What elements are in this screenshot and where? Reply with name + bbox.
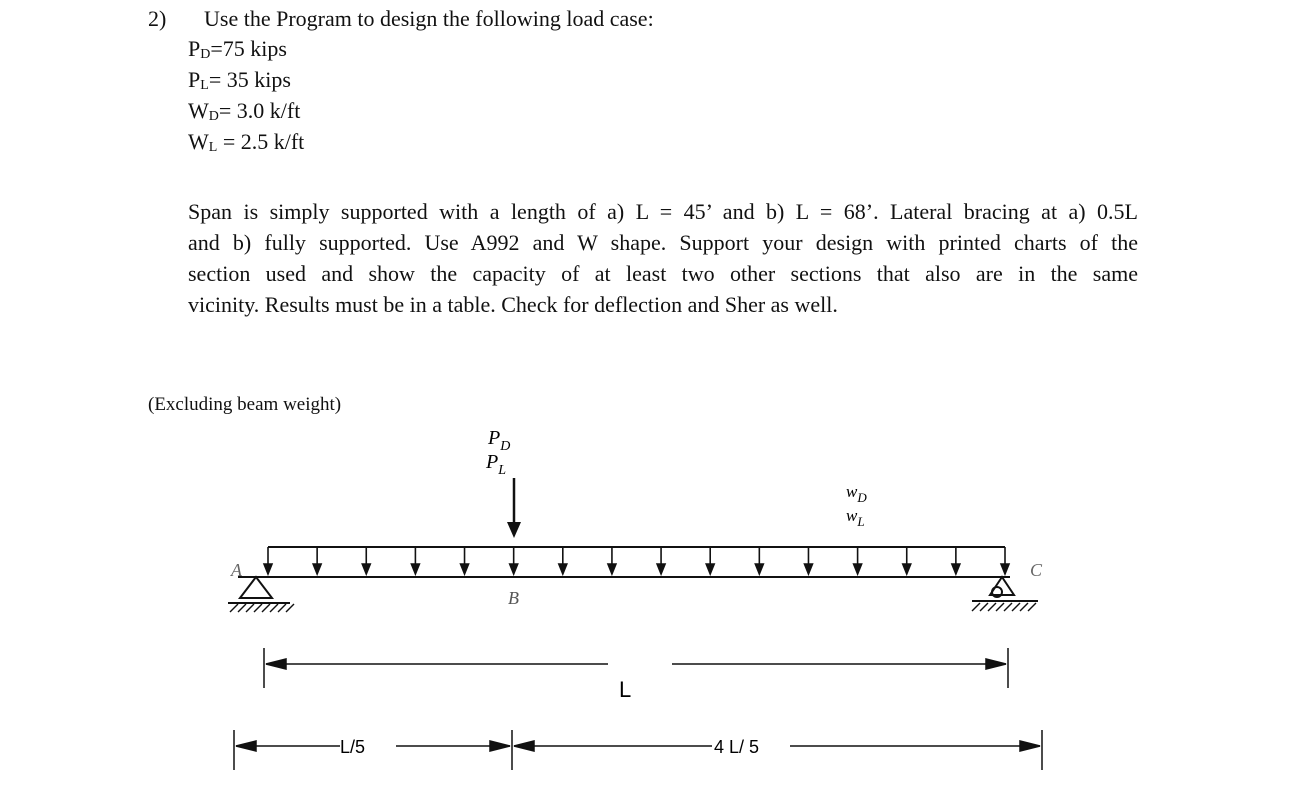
distributed-load-arrowhead: [903, 564, 911, 574]
distributed-load-dead-label: $w_D$: [846, 482, 867, 505]
distributed-load-arrowhead: [411, 564, 419, 574]
span-label: L: [619, 677, 632, 702]
distributed-load-arrowhead: [559, 564, 567, 574]
point-load-live-label: $P_L$: [486, 451, 507, 478]
distributed-load-arrowhead: [706, 564, 714, 574]
distributed-load-arrows: [264, 547, 1009, 574]
distributed-load-arrowhead: [854, 564, 862, 574]
load-live-point: $P_L= 35$ kips: [188, 67, 291, 93]
paragraph-line: and b) fully supported. Use A992 and W shape. Support your design with printed charts of the: [188, 230, 1138, 255]
distributed-load-arrowhead: [755, 564, 763, 574]
distributed-load-arrowhead: [608, 564, 616, 574]
load-dead-point: $P_D=75$ kips: [188, 36, 287, 62]
distributed-load-arrowhead: [510, 564, 518, 574]
support-c-label: C: [1030, 560, 1043, 580]
pin-support-a: [228, 577, 290, 603]
ground-hatch-c: [972, 603, 1036, 611]
point-load-arrowhead: [507, 522, 521, 538]
distributed-load-arrowhead: [952, 564, 960, 574]
distributed-load-arrowhead: [313, 564, 321, 574]
distributed-load-arrowhead: [1001, 564, 1009, 574]
point-load-dead-label: $P_D$: [488, 427, 511, 454]
distributed-load-arrowhead: [362, 564, 370, 574]
support-a-label: A: [231, 560, 242, 580]
distributed-load-arrowhead: [264, 564, 272, 574]
distributed-load-live-label: $w_L$: [846, 506, 865, 529]
distributed-load-arrowhead: [461, 564, 469, 574]
problem-intro: Use the Program to design the following load case:: [204, 6, 654, 31]
problem-number: 2): [148, 6, 167, 31]
beam-weight-note: (Excluding beam weight): [148, 394, 342, 415]
load-dead-distributed: $W_D= 3.0$ k/ft: [188, 98, 301, 124]
load-live-distributed: $W_L = 2.5$ k/ft: [188, 129, 305, 155]
paragraph-line: Span is simply supported with a length of a) L = 45’ and b) L = 68’. Lateral bracing at a) 0.5L: [188, 199, 1138, 224]
ground-hatch-a: [230, 604, 294, 612]
span-dimension: [264, 648, 1008, 688]
roller-support-c: [972, 577, 1038, 601]
left-segment-label: L/5: [340, 737, 366, 757]
distributed-load-arrowhead: [657, 564, 665, 574]
paragraph-line: vicinity. Results must be in a table. Check for deflection and Sher as well.: [188, 292, 838, 317]
right-segment-label: 4 L/ 5: [714, 737, 760, 757]
point-b-label: B: [508, 588, 519, 608]
distributed-load-arrowhead: [804, 564, 812, 574]
paragraph-line: section used and show the capacity of at least two other sections that also are in the same: [188, 261, 1138, 286]
